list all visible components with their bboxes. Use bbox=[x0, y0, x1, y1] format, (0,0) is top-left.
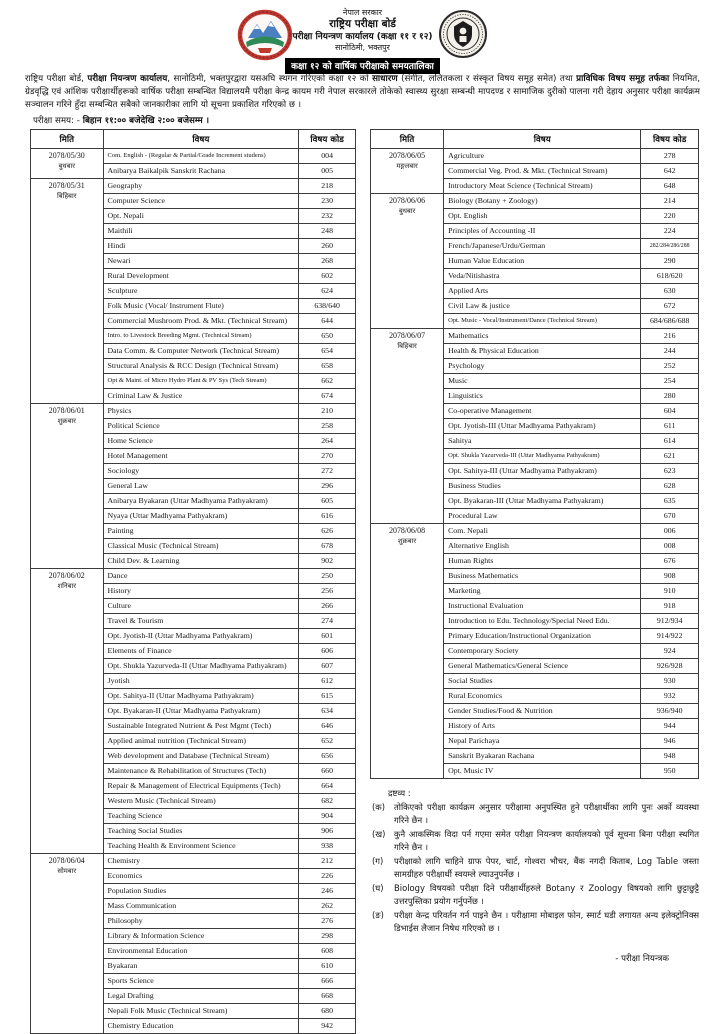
subject-code-cell: 662 bbox=[299, 373, 356, 388]
subject-code-cell: 946 bbox=[641, 733, 699, 748]
schedule-row bbox=[31, 403, 356, 418]
subject-cell: Data Comm. & Computer Network (Technical Stream) bbox=[103, 343, 299, 358]
date-value: 2078/06/04 bbox=[48, 855, 85, 865]
subject-code-cell: 652 bbox=[299, 733, 356, 748]
subject-cell: Classical Music (Technical Stream) bbox=[103, 538, 299, 553]
subject-code-cell: 950 bbox=[641, 763, 699, 778]
note-label: (ग) bbox=[372, 855, 384, 866]
subject-code-cell: 601 bbox=[299, 628, 356, 643]
subject-code-cell: 666 bbox=[299, 973, 356, 988]
subject-cell: Teaching Science bbox=[103, 808, 299, 823]
subject-cell: French/Japanese/Urdu/German bbox=[444, 238, 641, 253]
subject-code-cell: 264 bbox=[299, 433, 356, 448]
subject-code-cell: 246 bbox=[299, 883, 356, 898]
schedule-row bbox=[371, 148, 699, 163]
date-value: 2078/06/02 bbox=[48, 570, 85, 580]
subject-cell: Procedural Law bbox=[444, 508, 641, 523]
subject-cell: Physics bbox=[103, 403, 299, 418]
subject-cell: Teaching Social Studies bbox=[103, 823, 299, 838]
subject-cell: Linguistics bbox=[444, 388, 641, 403]
subject-code-cell: 930 bbox=[641, 673, 699, 688]
header-government-line: नेपाल सरकार bbox=[342, 8, 383, 17]
subject-cell: Commercial Veg. Prod. & Mkt. (Technical Stream) bbox=[444, 163, 641, 178]
schedule-row bbox=[31, 148, 356, 163]
subject-code-cell: 626 bbox=[299, 523, 356, 538]
subject-cell: Opt. English bbox=[444, 208, 641, 223]
subject-cell: Opt. Music IV bbox=[444, 763, 641, 778]
intro-segment: राष्ट्रिय परीक्षा बोर्ड, bbox=[25, 74, 88, 84]
schedule-row bbox=[371, 523, 699, 538]
document-header bbox=[0, 0, 725, 72]
subject-code-cell: 290 bbox=[641, 253, 699, 268]
weekday-label: सोमबार bbox=[57, 866, 77, 875]
column-header: विषय कोड bbox=[641, 129, 699, 148]
weekday-label: बुधबार bbox=[398, 206, 416, 215]
subject-code-cell: 634 bbox=[299, 703, 356, 718]
subject-code-cell: 948 bbox=[641, 748, 699, 763]
subject-cell: Mass Communication bbox=[103, 898, 299, 913]
header-board-name: राष्ट्रिय परीक्षा बोर्ड bbox=[329, 18, 396, 30]
exam-time-value: बिहान ११:०० बजेदेखि २:०० बजेसम्म । bbox=[82, 115, 210, 126]
subject-code-cell: 623 bbox=[641, 463, 699, 478]
schedule-tables bbox=[30, 129, 699, 1034]
subject-cell: History bbox=[103, 583, 299, 598]
subject-code-cell: 908 bbox=[641, 568, 699, 583]
notes-title: द्रष्टव्य : bbox=[388, 787, 411, 798]
subject-code-cell: 638/640 bbox=[299, 298, 356, 313]
subject-code-cell: 226 bbox=[299, 868, 356, 883]
note-item bbox=[372, 855, 699, 881]
subject-code-cell: 664 bbox=[299, 778, 356, 793]
subject-cell: Teaching Health & Environment Science bbox=[103, 838, 299, 853]
subject-cell: Anibarya Baikalpik Sanskrit Rachana bbox=[103, 163, 299, 178]
date-cell bbox=[31, 403, 104, 568]
subject-code-cell: 298 bbox=[299, 928, 356, 943]
date-cell bbox=[371, 193, 444, 328]
schedule-row bbox=[371, 193, 699, 208]
subject-cell: Marketing bbox=[444, 583, 641, 598]
subject-code-cell: 248 bbox=[299, 223, 356, 238]
header-address-line: सानोठिमी, भक्तपुर bbox=[335, 43, 390, 53]
subject-code-cell: 936/940 bbox=[641, 703, 699, 718]
date-cell bbox=[31, 568, 104, 853]
subject-code-cell: 608 bbox=[299, 943, 356, 958]
subject-code-cell: 282/284/286/288 bbox=[641, 238, 699, 253]
subject-cell: Alternative English bbox=[444, 538, 641, 553]
subject-cell: Jyotish bbox=[103, 673, 299, 688]
subject-code-cell: 256 bbox=[299, 583, 356, 598]
date-cell bbox=[31, 853, 104, 1033]
subject-code-cell: 650 bbox=[299, 328, 356, 343]
subject-cell: Folk Music (Vocal/ Instrument Flute) bbox=[103, 298, 299, 313]
signature-line: - परीक्षा नियन्त्रक bbox=[615, 953, 669, 964]
subject-cell: Rural Economics bbox=[444, 688, 641, 703]
subject-code-cell: 610 bbox=[299, 958, 356, 973]
subject-cell: Political Science bbox=[103, 418, 299, 433]
subject-cell: Opt. Shukla Yazurveda-II (Uttar Madhyama Pathyakram) bbox=[103, 658, 299, 673]
date-cell bbox=[31, 148, 104, 178]
subject-cell: Economics bbox=[103, 868, 299, 883]
date-value: 2078/05/30 bbox=[48, 150, 85, 160]
subject-code-cell: 607 bbox=[299, 658, 356, 673]
subject-code-cell: 924 bbox=[641, 643, 699, 658]
subject-code-cell: 244 bbox=[641, 343, 699, 358]
subject-cell: Library & Information Science bbox=[103, 928, 299, 943]
notes-section bbox=[370, 787, 699, 966]
subject-cell: Byakaran bbox=[103, 958, 299, 973]
subject-code-cell: 296 bbox=[299, 478, 356, 493]
intro-segment: , सानोठिमी, भक्तपुरद्वारा यसअघि स्थगन गरिएको कक्षा १२ को bbox=[167, 74, 373, 84]
note-text: परीक्षा केन्द्र परिवर्तन गर्न पाइने छैन । परीक्षामा मोबाइल फोन, स्मार्ट घडी लगायत अन्य इलेक्ट्रोनिक्स डिभाईस लैजान निषेध गरिएको छ । bbox=[394, 909, 699, 933]
right-column bbox=[370, 129, 699, 966]
subject-code-cell: 656 bbox=[299, 748, 356, 763]
subject-cell: Opt. Shukla Yazurveda-III (Uttar Madhyama Pathyakram) bbox=[444, 448, 641, 463]
subject-code-cell: 270 bbox=[299, 448, 356, 463]
subject-cell: Social Studies bbox=[444, 673, 641, 688]
subject-cell: Population Studies bbox=[103, 883, 299, 898]
subject-code-cell: 606 bbox=[299, 643, 356, 658]
schedule-row bbox=[371, 328, 699, 343]
subject-cell: Travel & Tourism bbox=[103, 613, 299, 628]
subject-cell: Structural Analysis & RCC Design (Technical Stream) bbox=[103, 358, 299, 373]
subject-code-cell: 926/928 bbox=[641, 658, 699, 673]
subject-cell: Elements of Finance bbox=[103, 643, 299, 658]
nepal-government-emblem-icon bbox=[238, 10, 292, 64]
subject-cell: Contemporary Society bbox=[444, 643, 641, 658]
subject-cell: Criminal Law & Justice bbox=[103, 388, 299, 403]
exam-time-label: परीक्षा समय: - bbox=[33, 115, 80, 126]
subject-code-cell: 614 bbox=[641, 433, 699, 448]
subject-code-cell: 938 bbox=[299, 838, 356, 853]
note-text: कुनै आकस्मिक विदा पर्न गएमा समेत परीक्षा नियन्त्रण कार्यालयको पूर्व सूचना बिना परीक्षा स्थगित गरिने छैन । bbox=[394, 828, 699, 852]
date-cell bbox=[371, 148, 444, 193]
subject-cell: Co-operative Management bbox=[444, 403, 641, 418]
weekday-label: शुक्रबार bbox=[57, 416, 76, 425]
note-item bbox=[372, 828, 699, 854]
subject-code-cell: 272 bbox=[299, 463, 356, 478]
subject-code-cell: 678 bbox=[299, 538, 356, 553]
subject-code-cell: 654 bbox=[299, 343, 356, 358]
subject-cell: Anibarya Byakaran (Uttar Madhyama Pathyakram) bbox=[103, 493, 299, 508]
subject-code-cell: 660 bbox=[299, 763, 356, 778]
subject-cell: Commercial Mushroom Prod. & Mkt. (Technical Stream) bbox=[103, 313, 299, 328]
date-value: 2078/06/06 bbox=[389, 195, 426, 205]
note-text: तोकिएको परीक्षा कार्यक्रम अनुसार परीक्षामा अनुपस्थित हुने परीक्षार्थीका लागि पुनः अर्को व्यवस्था गरिने छैन । bbox=[394, 801, 699, 825]
subject-cell: Sociology bbox=[103, 463, 299, 478]
subject-code-cell: 672 bbox=[641, 298, 699, 313]
subject-cell: Instructional Evaluation bbox=[444, 598, 641, 613]
subject-cell: Psychology bbox=[444, 358, 641, 373]
subject-code-cell: 224 bbox=[641, 223, 699, 238]
subject-cell: General Law bbox=[103, 478, 299, 493]
schedule-table-right bbox=[370, 129, 699, 779]
subject-code-cell: 230 bbox=[299, 193, 356, 208]
date-cell bbox=[371, 523, 444, 778]
subject-cell: Civil Law & justice bbox=[444, 298, 641, 313]
subject-code-cell: 605 bbox=[299, 493, 356, 508]
subject-code-cell: 628 bbox=[641, 478, 699, 493]
subject-cell: Web development and Database (Technical Stream) bbox=[103, 748, 299, 763]
schedule-row bbox=[31, 568, 356, 583]
subject-cell: Applied animal nutrition (Technical Stream) bbox=[103, 733, 299, 748]
examination-board-seal-icon bbox=[438, 7, 488, 65]
subject-code-cell: 611 bbox=[641, 418, 699, 433]
subject-cell: Gender Studies/Food & Nutrition bbox=[444, 703, 641, 718]
subject-cell: Environmental Education bbox=[103, 943, 299, 958]
subject-code-cell: 682 bbox=[299, 793, 356, 808]
subject-code-cell: 260 bbox=[299, 238, 356, 253]
subject-code-cell: 602 bbox=[299, 268, 356, 283]
subject-code-cell: 624 bbox=[299, 283, 356, 298]
subject-code-cell: 216 bbox=[641, 328, 699, 343]
subject-cell: Principles of Accounting -II bbox=[444, 223, 641, 238]
subject-cell: Opt. Jyotish-II (Uttar Madhyama Pathyakram) bbox=[103, 628, 299, 643]
subject-code-cell: 635 bbox=[641, 493, 699, 508]
subject-code-cell: 262 bbox=[299, 898, 356, 913]
note-label: (ङ) bbox=[372, 909, 384, 920]
intro-segment: प्राविधिक विषय समूह तर्फका bbox=[576, 74, 670, 84]
subject-cell: Maithili bbox=[103, 223, 299, 238]
subject-code-cell: 644 bbox=[299, 313, 356, 328]
weekday-label: बुधबार bbox=[58, 161, 75, 170]
subject-code-cell: 904 bbox=[299, 808, 356, 823]
column-header: विषय कोड bbox=[299, 129, 356, 148]
header-office-line: परीक्षा नियन्त्रण कार्यालय (कक्षा ११ र १२) bbox=[292, 31, 433, 42]
intro-paragraph bbox=[25, 73, 700, 113]
subject-code-cell: 912/934 bbox=[641, 613, 699, 628]
subject-code-cell: 902 bbox=[299, 553, 356, 568]
subject-cell: Health & Physical Education bbox=[444, 343, 641, 358]
subject-cell: Western Music (Technical Stream) bbox=[103, 793, 299, 808]
subject-cell: Opt & Maint. of Micro Hydro Plant & PV Sys (Tech Stream) bbox=[103, 373, 299, 388]
subject-code-cell: 006 bbox=[641, 523, 699, 538]
subject-cell: Repair & Management of Electrical Equipments (Tech) bbox=[103, 778, 299, 793]
subject-cell: Newari bbox=[103, 253, 299, 268]
subject-cell: Chemistry bbox=[103, 853, 299, 868]
schedule-table-left bbox=[30, 129, 356, 1034]
schedule-row bbox=[31, 178, 356, 193]
subject-cell: Home Science bbox=[103, 433, 299, 448]
subject-cell: Sanskrit Byakaran Rachana bbox=[444, 748, 641, 763]
subject-cell: Opt. Jyotish-III (Uttar Madhyama Pathyakram) bbox=[444, 418, 641, 433]
subject-code-cell: 210 bbox=[299, 403, 356, 418]
weekday-label: बिहिबार bbox=[57, 191, 77, 200]
subject-code-cell: 615 bbox=[299, 688, 356, 703]
subject-cell: Applied Arts bbox=[444, 283, 641, 298]
date-value: 2078/05/31 bbox=[48, 180, 85, 190]
subject-cell: Computer Science bbox=[103, 193, 299, 208]
subject-code-cell: 254 bbox=[641, 373, 699, 388]
subject-code-cell: 658 bbox=[299, 358, 356, 373]
subject-cell: Geography bbox=[103, 178, 299, 193]
intro-segment: नियमित, ग्रेडवृद्धि एवं आंशिक परीक्षार्थीहरूको वार्षिक परीक्षा सम्बन्धित विद्यालयमै परीक्षा केन्द्र कायम गरी नेपाल सरकारले तोकेको स्वास्थ्य सुरक्षा सम्बन्धी मापदण्ड र सामाजिक दुरीको पालना गरी देहाय अनुसार परीक्षा कार्यक्रम सञ्चालन गरिने हुँदा सम्बन्धित सबैको जानकारीका लागि यो सूचना प्रकाशित गरिएको छ । bbox=[25, 74, 700, 111]
subject-code-cell: 616 bbox=[299, 508, 356, 523]
date-cell bbox=[371, 328, 444, 523]
subject-cell: Business Mathematics bbox=[444, 568, 641, 583]
subject-cell: Philosophy bbox=[103, 913, 299, 928]
column-header: मिति bbox=[31, 129, 104, 148]
subject-code-cell: 276 bbox=[299, 913, 356, 928]
subject-cell: Veda/Nitishastra bbox=[444, 268, 641, 283]
subject-cell: Com. English - (Regular & Partial/Grade Increment studens) bbox=[103, 148, 299, 163]
subject-code-cell: 250 bbox=[299, 568, 356, 583]
subject-cell: Nyaya (Uttar Madhyama Pathyakram) bbox=[103, 508, 299, 523]
note-label: (घ) bbox=[372, 882, 384, 893]
intro-segment: (संगीत, ललितकला र संस्कृत विषय समूह समेत) तथा bbox=[397, 74, 577, 84]
subject-cell: Legal Drafting bbox=[103, 988, 299, 1003]
note-label: (क) bbox=[372, 801, 385, 812]
subject-code-cell: 618/620 bbox=[641, 268, 699, 283]
subject-cell: Chemistry Education bbox=[103, 1018, 299, 1033]
subject-cell: Hindi bbox=[103, 238, 299, 253]
subject-cell: Introduction to Edu. Technology/Special Need Edu. bbox=[444, 613, 641, 628]
date-value: 2078/06/07 bbox=[389, 330, 426, 340]
subject-code-cell: 668 bbox=[299, 988, 356, 1003]
subject-code-cell: 918 bbox=[641, 598, 699, 613]
subject-cell: Opt. Byakaran-II (Uttar Madhyama Pathyakram) bbox=[103, 703, 299, 718]
weekday-label: शुक्रबार bbox=[397, 536, 417, 545]
column-header: विषय bbox=[103, 129, 299, 148]
weekday-label: मङ्गलबार bbox=[396, 161, 418, 170]
intro-segment: परीक्षा नियन्त्रण कार्यालय bbox=[87, 74, 168, 84]
subject-code-cell: 944 bbox=[641, 718, 699, 733]
subject-code-cell: 630 bbox=[641, 283, 699, 298]
subject-code-cell: 258 bbox=[299, 418, 356, 433]
schedule-title-banner: कक्षा १२ को वार्षिक परीक्षाको समयतालिका bbox=[285, 58, 440, 74]
subject-code-cell: 906 bbox=[299, 823, 356, 838]
subject-cell: Music bbox=[444, 373, 641, 388]
subject-code-cell: 280 bbox=[641, 388, 699, 403]
exam-time-line bbox=[33, 114, 725, 126]
subject-code-cell: 942 bbox=[299, 1018, 356, 1033]
subject-code-cell: 278 bbox=[641, 148, 699, 163]
subject-cell: Opt. Nepali bbox=[103, 208, 299, 223]
schedule-row bbox=[31, 853, 356, 868]
subject-code-cell: 266 bbox=[299, 598, 356, 613]
subject-cell: Sculpture bbox=[103, 283, 299, 298]
date-value: 2078/06/01 bbox=[48, 405, 85, 415]
subject-cell: Culture bbox=[103, 598, 299, 613]
note-item bbox=[372, 882, 699, 908]
subject-code-cell: 910 bbox=[641, 583, 699, 598]
date-value: 2078/06/05 bbox=[389, 150, 426, 160]
subject-cell: Biology (Botany + Zoology) bbox=[444, 193, 641, 208]
subject-cell: Nepali Folk Music (Technical Stream) bbox=[103, 1003, 299, 1018]
note-text: परीक्षाको लागि चाहिने ग्राफ पेपर, चार्ट, गोश्वरा भौचर, बैंक नगदी किताब, Log Table जस्ता सामग्रीहरु परीक्षार्थी स्वयम्ले ल्याउनुपर्नेछ । bbox=[394, 855, 699, 879]
subject-code-cell: 674 bbox=[299, 388, 356, 403]
note-text: Biology विषयको परीक्षा दिने परीक्षार्थीहरुले Botany र Zoology विषयको लागि छुट्टाछुट्टै उत्तरपुस्तिका प्रयोग गर्नुपर्नेछ । bbox=[394, 882, 699, 906]
subject-cell: Rural Development bbox=[103, 268, 299, 283]
intro-segment: साधारण bbox=[372, 74, 398, 84]
subject-cell: Child Dev. & Learning bbox=[103, 553, 299, 568]
subject-cell: Painting bbox=[103, 523, 299, 538]
date-cell bbox=[31, 178, 104, 403]
subject-code-cell: 232 bbox=[299, 208, 356, 223]
subject-cell: Dance bbox=[103, 568, 299, 583]
subject-code-cell: 684/686/688 bbox=[641, 313, 699, 328]
subject-code-cell: 604 bbox=[641, 403, 699, 418]
column-header: मिति bbox=[371, 129, 444, 148]
subject-code-cell: 008 bbox=[641, 538, 699, 553]
subject-code-cell: 932 bbox=[641, 688, 699, 703]
subject-cell: Human Value Education bbox=[444, 253, 641, 268]
subject-cell: Intro. to Livestock Breeding Mgmt. (Technical Stream) bbox=[103, 328, 299, 343]
subject-code-cell: 914/922 bbox=[641, 628, 699, 643]
subject-cell: Agriculture bbox=[444, 148, 641, 163]
subject-cell: Human Rights bbox=[444, 553, 641, 568]
subject-cell: Primary Education/Instructional Organization bbox=[444, 628, 641, 643]
subject-code-cell: 212 bbox=[299, 853, 356, 868]
subject-code-cell: 642 bbox=[641, 163, 699, 178]
subject-cell: Maintenance & Rehabilitation of Structures (Tech) bbox=[103, 763, 299, 778]
weekday-label: शनिबार bbox=[57, 581, 77, 590]
subject-cell: Opt. Sahitya-II (Uttar Madhyama Pathyakram) bbox=[103, 688, 299, 703]
subject-cell: Sports Science bbox=[103, 973, 299, 988]
subject-code-cell: 670 bbox=[641, 508, 699, 523]
subject-code-cell: 646 bbox=[299, 718, 356, 733]
subject-cell: Opt. Byakaran-III (Uttar Madhyama Pathyakram) bbox=[444, 493, 641, 508]
subject-code-cell: 268 bbox=[299, 253, 356, 268]
date-value: 2078/06/08 bbox=[389, 525, 426, 535]
subject-code-cell: 648 bbox=[641, 178, 699, 193]
note-item bbox=[372, 801, 699, 827]
subject-code-cell: 274 bbox=[299, 613, 356, 628]
subject-cell: Hotel Management bbox=[103, 448, 299, 463]
subject-cell: Com. Nepali bbox=[444, 523, 641, 538]
subject-cell: General Mathematics/General Science bbox=[444, 658, 641, 673]
subject-cell: Sustainable Integrated Nutrient & Pest Mgmt (Tech) bbox=[103, 718, 299, 733]
subject-code-cell: 252 bbox=[641, 358, 699, 373]
subject-cell: Mathematics bbox=[444, 328, 641, 343]
column-header: विषय bbox=[444, 129, 641, 148]
subject-code-cell: 004 bbox=[299, 148, 356, 163]
subject-code-cell: 612 bbox=[299, 673, 356, 688]
subject-code-cell: 220 bbox=[641, 208, 699, 223]
note-item bbox=[372, 909, 699, 935]
note-label: (ख) bbox=[372, 828, 386, 839]
subject-cell: Nepal Parichaya bbox=[444, 733, 641, 748]
subject-cell: Opt. Sahitya-III (Uttar Madhyama Pathyakram) bbox=[444, 463, 641, 478]
subject-code-cell: 680 bbox=[299, 1003, 356, 1018]
subject-code-cell: 005 bbox=[299, 163, 356, 178]
subject-code-cell: 621 bbox=[641, 448, 699, 463]
subject-cell: History of Arts bbox=[444, 718, 641, 733]
notes-list bbox=[372, 801, 699, 935]
weekday-label: बिहिबार bbox=[397, 341, 417, 350]
subject-code-cell: 676 bbox=[641, 553, 699, 568]
subject-cell: Opt. Music - Vocal/Instrument/Dance (Technical Stream) bbox=[444, 313, 641, 328]
subject-cell: Sahitya bbox=[444, 433, 641, 448]
subject-cell: Introductory Meat Science (Technical Stream) bbox=[444, 178, 641, 193]
subject-code-cell: 218 bbox=[299, 178, 356, 193]
subject-cell: Business Studies bbox=[444, 478, 641, 493]
subject-code-cell: 214 bbox=[641, 193, 699, 208]
